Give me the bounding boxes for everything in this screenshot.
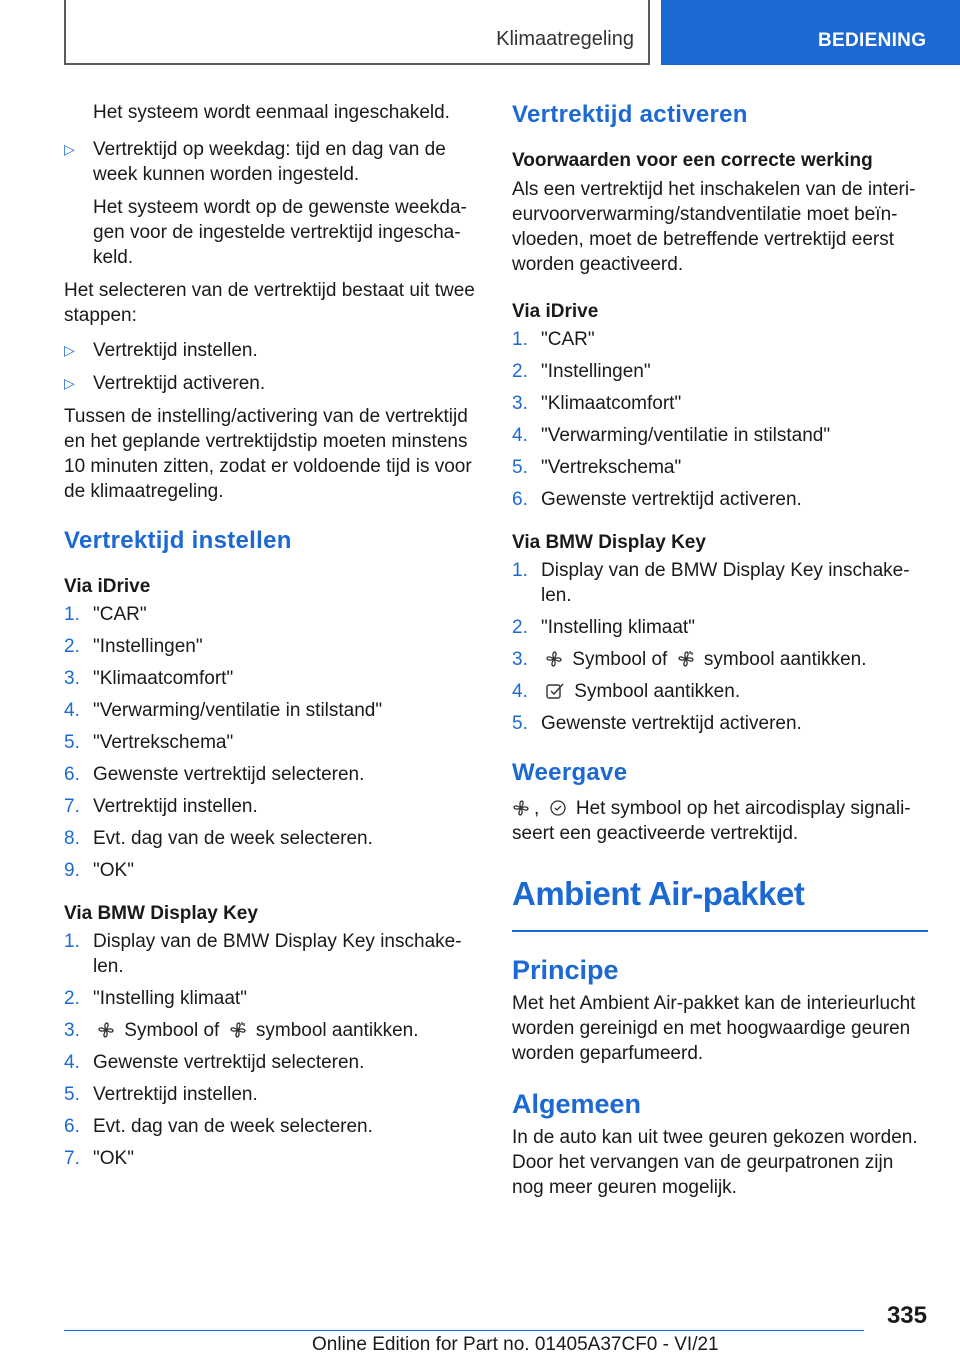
fan-icon bbox=[545, 650, 563, 668]
paragraph-general: In de auto kan uit twee geuren gekozen worden. Door het vervangen van de geurpatronen zijn nog meer geuren mogelijk. bbox=[512, 1127, 918, 1198]
list-item: 2. "Instelling klimaat" bbox=[512, 617, 695, 638]
right-column bbox=[512, 100, 928, 1200]
bullet-set bbox=[64, 338, 482, 363]
list-item: 3. "Klimaatcomfort" bbox=[512, 393, 682, 414]
list-item: 5. "Vertrekschema" bbox=[512, 457, 682, 478]
heading-activate-departure: Vertrektijd activeren bbox=[512, 101, 748, 128]
paragraph-two-steps: Het selecteren van de vertrektijd bestaat uit twee stappen: bbox=[64, 280, 475, 326]
heading-set-departure: Vertrektijd instellen bbox=[64, 527, 292, 554]
header-section-tab bbox=[64, 0, 650, 65]
list-idrive-set bbox=[64, 602, 482, 883]
list-item: 1. Display van de BMW Display Key inschakelen. bbox=[512, 560, 910, 606]
list-item: 3. Symbool of symbool aantikken. bbox=[64, 1020, 419, 1041]
bullet-weekday bbox=[64, 137, 482, 187]
subheading-via-display-key: Via BMW Display Key bbox=[512, 532, 706, 553]
list-item: 5. Gewenste vertrektijd activeren. bbox=[512, 713, 802, 734]
bullet-activate bbox=[64, 371, 482, 396]
triangle-bullet-icon: ▷ bbox=[64, 141, 75, 157]
list-item: 1. "CAR" bbox=[64, 604, 147, 625]
left-column bbox=[64, 100, 482, 1171]
heading-ambient-air: Ambient Air-pakket bbox=[512, 875, 805, 912]
paragraph-principle: Met het Ambient Air-pakket kan de interieurlucht worden gereinigd en met hoogwaardige geuren worden geparfumeerd. bbox=[512, 993, 916, 1064]
heading-general: Algemeen bbox=[512, 1089, 642, 1119]
paragraph-display: , Het symbool op het aircodisplay signaliseert een geactiveerde vertrektijd. bbox=[512, 798, 911, 844]
bullet-weekday-text: Vertrektijd op weekdag: tijd en dag van de week kunnen worden ingesteld. bbox=[93, 139, 446, 185]
footer-edition: Online Edition for Part no. 01405A37CF0 - VI/21 bbox=[312, 1334, 719, 1355]
heading-rule bbox=[512, 930, 928, 932]
list-item: 2. "Instelling klimaat" bbox=[64, 988, 247, 1009]
triangle-bullet-icon: ▷ bbox=[64, 342, 75, 358]
header-section-title: Klimaatregeling bbox=[496, 28, 634, 50]
list-key-activate bbox=[512, 558, 928, 736]
fan-heat-icon bbox=[677, 650, 695, 668]
checkbox-icon bbox=[545, 682, 565, 700]
triangle-bullet-icon: ▷ bbox=[64, 375, 75, 391]
paragraph-system-once: Het systeem wordt eenmaal ingeschakeld. bbox=[93, 102, 450, 123]
list-item: 3. Symbool of symbool aantikken. bbox=[512, 649, 867, 670]
list-key-set bbox=[64, 929, 482, 1171]
list-item: 4. Symbool aantikken. bbox=[512, 681, 741, 702]
list-item: 7. "OK" bbox=[64, 1148, 134, 1169]
paragraph-requirements: Als een vertrektijd het inschakelen van de interieurvoorverwarming/standventilatie moet beïnvloeden, moet de betreffende vertrektijd eerst worden geactiveerd. bbox=[512, 179, 916, 275]
heading-principle: Principe bbox=[512, 955, 619, 985]
header-chapter-title: BEDIENING bbox=[818, 30, 927, 51]
list-item: 6. Gewenste vertrektijd activeren. bbox=[512, 489, 802, 510]
header-chapter-tab bbox=[661, 0, 960, 65]
clock-icon bbox=[549, 799, 567, 817]
list-item: 6. Evt. dag van de week selecteren. bbox=[64, 1116, 373, 1137]
list-item: 5. "Vertrekschema" bbox=[64, 732, 234, 753]
heading-display: Weergave bbox=[512, 759, 628, 786]
list-item: 4. Gewenste vertrektijd selecteren. bbox=[64, 1052, 365, 1073]
bullet-activate-text: Vertrektijd activeren. bbox=[93, 373, 266, 394]
list-item: 5. Vertrektijd instellen. bbox=[64, 1084, 258, 1105]
list-item: 9. "OK" bbox=[64, 860, 134, 881]
footer-rule bbox=[64, 1330, 864, 1331]
fan-heat-icon bbox=[229, 1021, 247, 1039]
list-item: 2. "Instellingen" bbox=[64, 636, 203, 657]
list-item: 4. "Verwarming/ventilatie in stilstand" bbox=[512, 425, 831, 446]
list-item: 1. "CAR" bbox=[512, 329, 595, 350]
subheading-via-idrive: Via iDrive bbox=[512, 301, 599, 322]
list-item: 4. "Verwarming/ventilatie in stilstand" bbox=[64, 700, 383, 721]
fan-icon bbox=[97, 1021, 115, 1039]
subheading-via-idrive: Via iDrive bbox=[64, 576, 151, 597]
subheading-via-display-key: Via BMW Display Key bbox=[64, 903, 258, 924]
paragraph-minutes: Tussen de instelling/activering van de vertrektijd en het geplande vertrektijdstip moeten minstens 10 minuten zitten, zodat er voldoende tijd is voor de klimaatregeling. bbox=[64, 406, 472, 502]
fan-icon bbox=[512, 799, 530, 817]
bullet-set-text: Vertrektijd instellen. bbox=[93, 340, 258, 361]
subheading-requirements: Voorwaarden voor een correcte werking bbox=[512, 150, 873, 171]
list-item: 6. Gewenste vertrektijd selecteren. bbox=[64, 764, 365, 785]
list-item: 8. Evt. dag van de week selecteren. bbox=[64, 828, 373, 849]
list-item: 2. "Instellingen" bbox=[512, 361, 651, 382]
list-item: 3. "Klimaatcomfort" bbox=[64, 668, 234, 689]
list-item: 1. Display van de BMW Display Key inschakelen. bbox=[64, 931, 462, 977]
list-idrive-activate bbox=[512, 327, 928, 512]
page-number: 335 bbox=[886, 1302, 927, 1329]
paragraph-weekday-detail: Het systeem wordt op de gewenste weekdagen voor de ingestelde vertrektijd ingeschakeld. bbox=[93, 197, 467, 268]
list-item: 7. Vertrektijd instellen. bbox=[64, 796, 258, 817]
